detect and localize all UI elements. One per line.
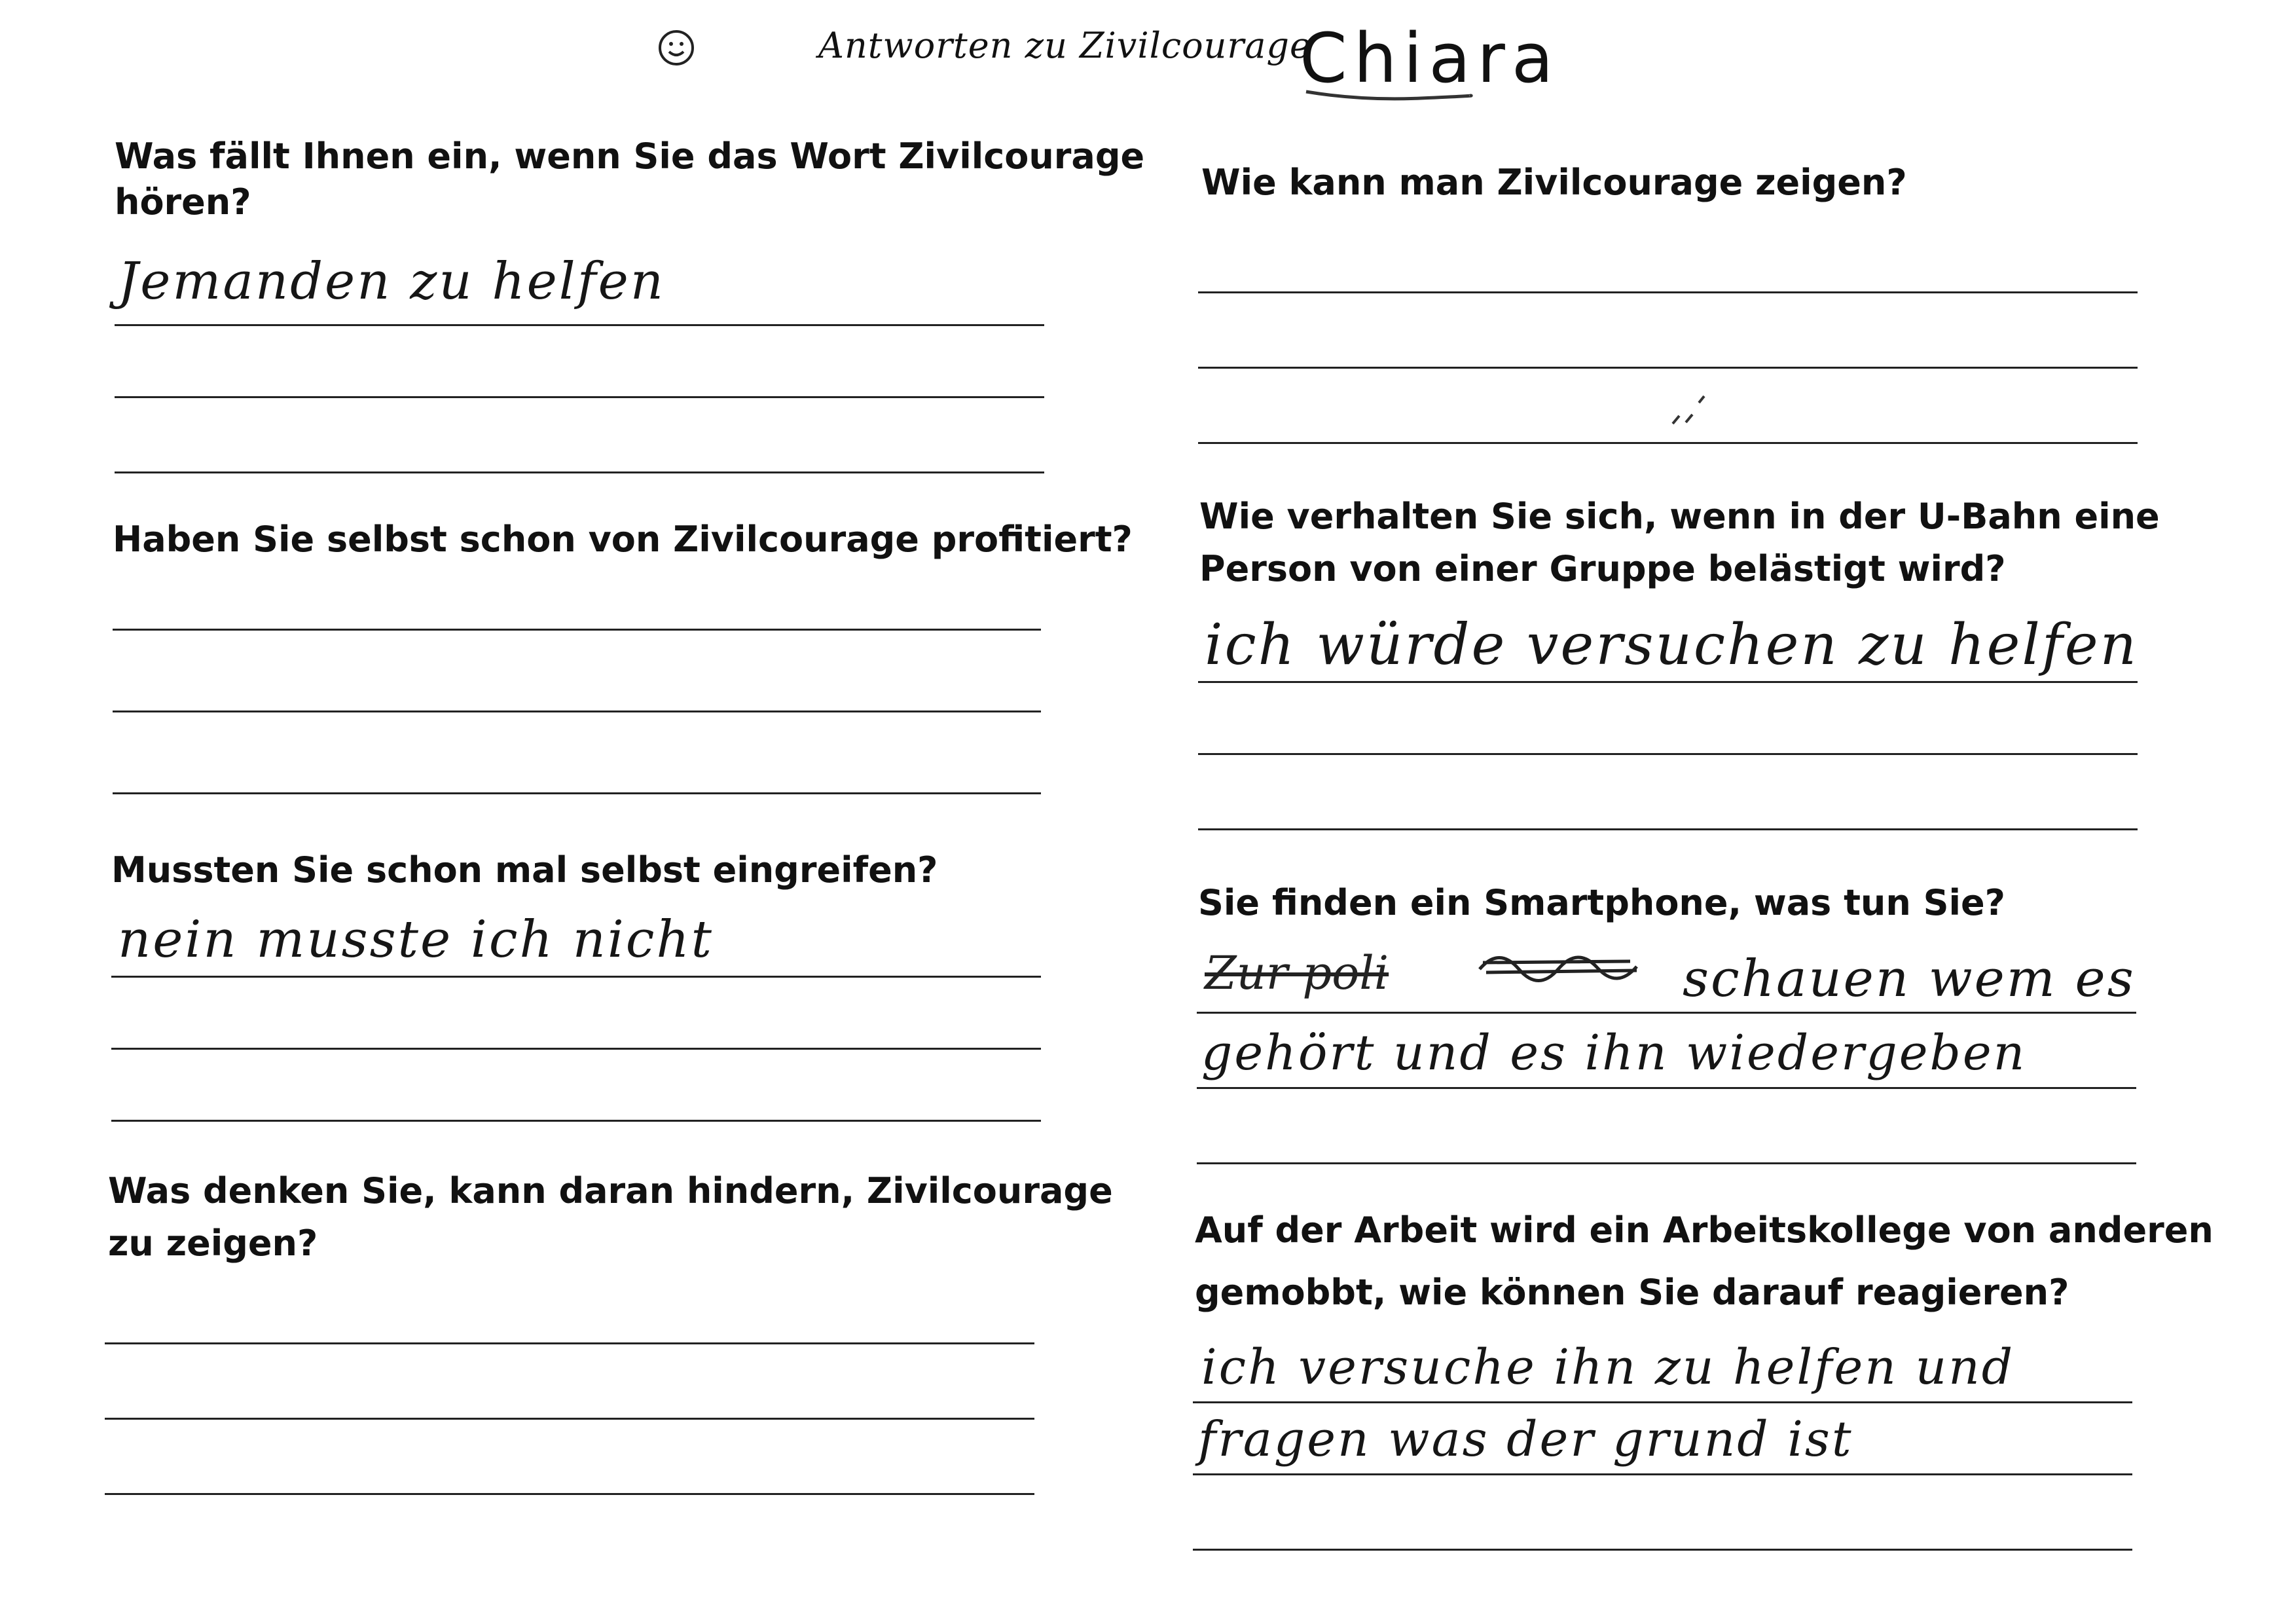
question-l1-line2: hören?: [115, 181, 251, 223]
answer-line: [113, 710, 1041, 712]
answer-line: [1198, 753, 2138, 755]
answer-line: [1193, 1473, 2132, 1475]
answer-line: [111, 976, 1041, 978]
question-l1-line1: Was fällt Ihnen ein, wenn Sie das Wort Zivilcourage: [115, 136, 1145, 177]
answer-line: [113, 629, 1041, 631]
answer-line: [111, 1120, 1041, 1122]
answer-line: [1198, 291, 2138, 293]
student-name: Chiara: [1300, 18, 1560, 98]
answer-line: [1197, 1012, 2136, 1014]
question-r4-line1: Auf der Arbeit wird ein Arbeitskollege von anderen: [1195, 1209, 2214, 1251]
question-r4-line2: gemobbt, wie können Sie darauf reagieren?: [1195, 1272, 2069, 1313]
answer-r4-line1: ich versuche ihn zu helfen und: [1201, 1339, 2015, 1395]
page-title: Antworten zu Zivilcourage: [818, 25, 1311, 66]
answer-line: [1197, 1162, 2136, 1164]
answer-line: [105, 1342, 1034, 1344]
scribble-mark: [1473, 943, 1669, 982]
pen-marks: [1666, 390, 1712, 429]
answer-line: [1198, 828, 2138, 830]
answer-line: [115, 324, 1044, 326]
answer-line: [1193, 1401, 2132, 1403]
struck-text: Zur poli: [1205, 946, 1389, 1000]
question-l4-line2: zu zeigen?: [108, 1223, 318, 1264]
answer-l1: Jemanden zu helfen: [118, 252, 665, 311]
answer-line: [1198, 442, 2138, 444]
question-r1-line1: Wie kann man Zivilcourage zeigen?: [1201, 162, 1907, 203]
answer-l3: nein musste ich nicht: [118, 910, 714, 969]
question-r2-line1: Wie verhalten Sie sich, wenn in der U-Bahn eine: [1199, 496, 2160, 537]
smiley-icon: [656, 28, 697, 68]
answer-line: [111, 1048, 1041, 1050]
question-l3-line1: Mussten Sie schon mal selbst eingreifen?: [111, 849, 938, 891]
answer-line: [115, 471, 1044, 473]
question-r2-line2: Person von einer Gruppe belästigt wird?: [1199, 548, 2006, 589]
name-underline: [1303, 84, 1473, 103]
answer-r2: ich würde versuchen zu helfen: [1205, 612, 2139, 678]
answer-line: [1198, 681, 2138, 683]
answer-line: [1198, 367, 2138, 369]
answer-line: [1193, 1549, 2132, 1551]
answer-r3-line1: schauen wem es: [1683, 950, 2136, 1008]
answer-r4-line2: fragen was der grund ist: [1198, 1411, 1853, 1467]
question-l4-line1: Was denken Sie, kann daran hindern, Zivilcourage: [108, 1170, 1113, 1211]
answer-r3-line2: gehört und es ihn wiedergeben: [1201, 1025, 2027, 1081]
question-l2-line1: Haben Sie selbst schon von Zivilcourage profitiert?: [113, 519, 1133, 560]
answer-line: [105, 1418, 1034, 1420]
question-r3-line1: Sie finden ein Smartphone, was tun Sie?: [1198, 882, 2005, 923]
answer-line: [105, 1493, 1034, 1495]
answer-line: [1197, 1087, 2136, 1089]
answer-line: [113, 792, 1041, 794]
answer-line: [115, 396, 1044, 398]
